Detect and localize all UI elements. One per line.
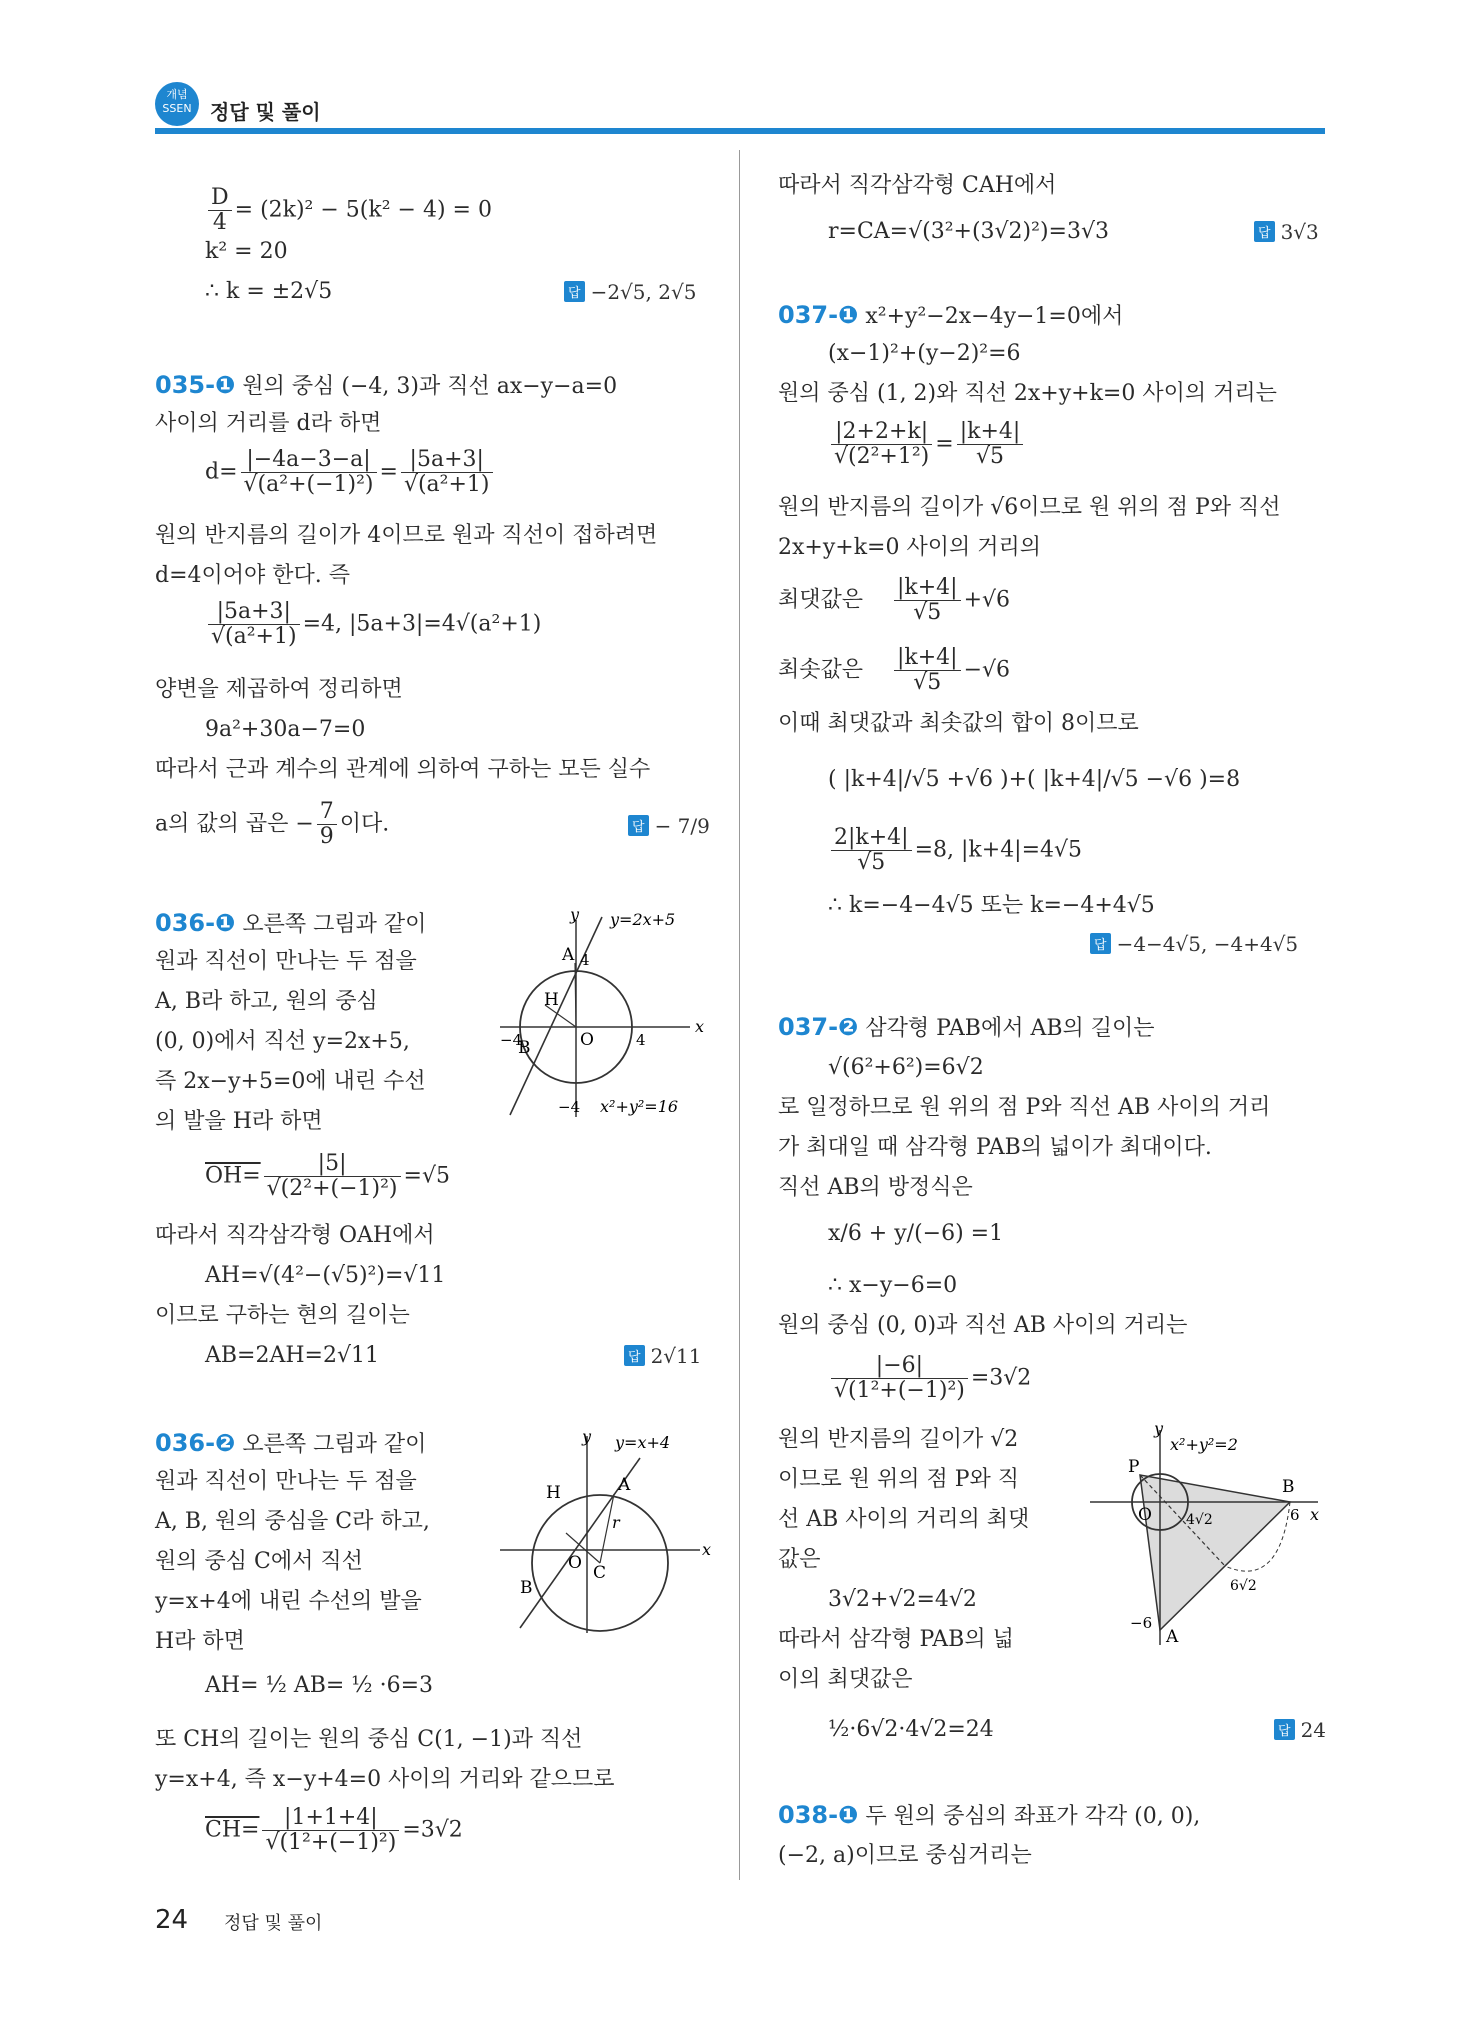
eq-distance: $\frac{|2+2+k|}{\text{√(2²+1²)}}$ = $\frac{|k+4|}{√5}$ (828, 420, 1026, 469)
fig3-point-P: P (1128, 1457, 1140, 1477)
text-line: 원과 직선이 만나는 두 점을 (155, 1469, 417, 1494)
denominator: √(1²+(−1)²) (834, 1378, 965, 1403)
header-title: 정답 및 풀이 (210, 100, 321, 124)
answer-badge: 답 (564, 281, 585, 302)
footer-label: 정답 및 풀이 (224, 1913, 323, 1934)
logo-top-text: 개념 (166, 88, 188, 101)
fig1-circle-label: x²+y²=16 (600, 1097, 679, 1116)
fig2-radius-label: r (612, 1513, 620, 1532)
fig3-point-O: O (1138, 1505, 1152, 1525)
fraction (957, 420, 1024, 469)
problem-number: 037-❷ (778, 1013, 859, 1041)
denominator: 4 (212, 210, 227, 235)
text-line: 직선 AB의 방정식은 (778, 1175, 973, 1200)
fig1-tick-4-right: 4 (636, 1031, 646, 1049)
text-line: 이의 최댓값은 (778, 1667, 913, 1692)
text-line: A, B라 하고, 원의 중심 (155, 989, 378, 1014)
problem-036-2-line1 (155, 1428, 426, 1460)
eq-quadratic: 9a²+30a−7=0 (205, 717, 366, 742)
fraction (262, 1806, 399, 1855)
fig2-point-A: A (618, 1475, 631, 1495)
fig3-point-A: A (1166, 1627, 1179, 1647)
answer-035 (628, 814, 710, 838)
answer-037-2 (1274, 1718, 1326, 1742)
numerator: |k+4| (894, 646, 961, 671)
numerator: 2|k+4| (831, 826, 912, 851)
eq-rhs: =3√2 (402, 1817, 463, 1843)
text-line: y=x+4, 즉 x−y+4=0 사이의 거리와 같으므로 (155, 1767, 615, 1792)
denominator: √(2²+(−1)²) (266, 1176, 398, 1201)
fig3-circle-label: x²+y²=2 (1170, 1435, 1238, 1454)
answer-034 (564, 280, 696, 304)
text-line: d=4이어야 한다. 즉 (155, 563, 351, 588)
fig1-point-A: A (562, 945, 575, 965)
denominator: √(1²+(−1)²) (265, 1830, 397, 1855)
problem-number: 035-❶ (155, 371, 236, 399)
eq-AH: AH=√(4²−(√5)²)=√11 (205, 1263, 446, 1288)
eq-line-AB: x/6 + y/(−6) =1 (828, 1221, 1004, 1246)
eq-rhs: +√6 (963, 587, 1011, 613)
eq-rhs: =√5 (403, 1163, 450, 1189)
problem-037-2-line1 (778, 1012, 1155, 1044)
eq-distance-d: d= $\frac{|-4a-3-a|}{\text{√(a²+(−1)²)}}$ = $\frac{|5a+3|}{\text{√(a²+1)}}$ (205, 448, 496, 497)
eq-k-values: ∴ k=−4−4√5 또는 k=−4+4√5 (828, 893, 1155, 918)
eq-area: ½·6√2·4√2=24 (828, 1717, 994, 1742)
answer-text: − 7/9 (654, 814, 710, 838)
eq-lhs: CH= (205, 1817, 260, 1843)
fig2-point-C: C (593, 1563, 607, 1583)
header-rule (155, 128, 1325, 134)
fraction (264, 1152, 401, 1201)
eq-abs (828, 826, 1082, 875)
text-line: 따라서 직각삼각형 CAH에서 (778, 173, 1057, 198)
denominator: √5 (857, 850, 886, 875)
answer-badge: 답 (624, 1345, 645, 1366)
text-line: 이므로 원 위의 점 P와 직 (778, 1467, 1020, 1492)
figure-036-2 (490, 1428, 720, 1638)
denominator: √(a²+(−1)²) (243, 472, 374, 497)
text-line: 원의 반지름의 길이가 √6이므로 원 위의 점 P와 직선 (778, 495, 1281, 520)
fig3-label-6r2: 6√2 (1230, 1578, 1257, 1594)
problem-036-1-line1 (155, 908, 426, 940)
fig1-tick-m4-left: −4 (500, 1031, 523, 1049)
eq-line-simplified: ∴ x−y−6=0 (828, 1273, 958, 1298)
fig1-line-label: y=2x+5 (610, 910, 676, 929)
fig2-x-label: x (702, 1540, 712, 1559)
text-line: 즉 2x−y+5=0에 내린 수선 (155, 1069, 426, 1094)
fraction (208, 600, 300, 649)
numerator: 7 (317, 800, 337, 825)
denominator: √5 (913, 670, 942, 695)
answer-text: 2√11 (650, 1344, 702, 1368)
eq-AB: AB=2AH=2√11 (205, 1343, 380, 1368)
text-line: 사이의 거리를 d라 하면 (155, 411, 382, 436)
eq-circle-form: (x−1)²+(y−2)²=6 (828, 341, 1021, 366)
problem-number: 038-❶ (778, 1801, 859, 1829)
fig2-point-H: H (546, 1483, 561, 1503)
answer-text: −4−4√5, −4+4√5 (1116, 932, 1299, 956)
fig3-tick-6: 6 (1290, 1506, 1300, 1524)
text-line: 원과 직선이 만나는 두 점을 (155, 949, 417, 974)
eq-discriminant (205, 186, 492, 235)
text: 삼각형 PAB에서 AB의 길이는 (865, 1016, 1155, 1041)
answer-text: −2√5, 2√5 (590, 280, 697, 304)
text-line: 의 발을 H라 하면 (155, 1109, 323, 1134)
text-line: 원의 중심 C에서 직선 (155, 1549, 363, 1574)
text-line: 또 CH의 길이는 원의 중심 C(1, −1)과 직선 (155, 1727, 583, 1752)
text: 두 원의 중심의 좌표가 각각 (0, 0), (865, 1804, 1201, 1829)
numerator: |2+2+k| (831, 420, 932, 445)
numerator: D (208, 186, 232, 211)
eq-lhs: OH= (205, 1163, 261, 1189)
text-line: y=x+4에 내린 수선의 발을 (155, 1589, 422, 1614)
text: 오른쪽 그림과 같이 (242, 1432, 427, 1457)
denominator: √(a²+1) (211, 624, 297, 649)
denominator: √5 (913, 600, 942, 625)
fig2-point-O: O (568, 1553, 582, 1573)
text-line: (0, 0)에서 직선 y=2x+5, (155, 1029, 410, 1054)
problem-035-line1 (155, 370, 617, 402)
fig1-tick-m4-bottom: −4 (558, 1098, 581, 1116)
fig1-point-B: B (518, 1038, 531, 1058)
text-product (155, 800, 389, 849)
figure-037-2 (1090, 1420, 1330, 1650)
text-line: 따라서 직각삼각형 OAH에서 (155, 1223, 435, 1248)
fig1-point-O: O (580, 1030, 594, 1050)
problem-number: 037-❶ (778, 301, 859, 329)
text-line: 원의 중심 (0, 0)과 직선 AB 사이의 거리는 (778, 1313, 1188, 1338)
fig3-tick-m6: −6 (1130, 1614, 1153, 1632)
fraction (401, 448, 493, 497)
text-line: (−2, a)이므로 중심거리는 (778, 1843, 1032, 1868)
fraction (241, 448, 377, 497)
text-line: 따라서 삼각형 PAB의 넓 (778, 1627, 1014, 1652)
fraction (894, 576, 961, 625)
eq-rhs: =8, |k+4|=4√5 (914, 837, 1083, 863)
eq-r: r=CA=√(3²+(3√2)²)=3√3 (828, 219, 1109, 244)
fraction (831, 826, 912, 875)
text-line: 원의 중심 (1, 2)와 직선 2x+y+k=0 사이의 거리는 (778, 381, 1277, 406)
fig2-line-label: y=x+4 (615, 1433, 671, 1452)
text-line: H라 하면 (155, 1629, 245, 1654)
fig2-point-B: B (520, 1578, 533, 1598)
fraction (894, 646, 961, 695)
numerator: |5| (264, 1152, 401, 1177)
eq-max-distance: 3√2+√2=4√2 (828, 1587, 977, 1612)
eq-text: =4, |5a+3|=4√(a²+1) (302, 611, 542, 637)
fig3-x-label: x (1310, 1505, 1320, 1524)
problem-037-1-line1 (778, 300, 1123, 332)
answer-text: 24 (1300, 1718, 1327, 1742)
numerator: |5a+3| (401, 448, 493, 473)
text-line: 2x+y+k=0 사이의 거리의 (778, 535, 1041, 560)
text-line: 이때 최댓값과 최솟값의 합이 8이므로 (778, 711, 1139, 736)
eq-tangent (205, 600, 541, 649)
figure-036-1 (490, 905, 720, 1120)
denominator: √(2²+1²) (834, 444, 930, 469)
logo-bottom-text: SSEN (162, 102, 192, 115)
text-line: 선 AB 사이의 거리의 최댓 (778, 1507, 1030, 1532)
fig1-x-label: x (695, 1017, 705, 1036)
answer-badge: 답 (1254, 221, 1275, 242)
answer-036-1 (624, 1344, 701, 1368)
fig3-y-label: y (1154, 1420, 1164, 1438)
text-line: 값은 (778, 1547, 821, 1572)
text: 이다. (339, 811, 390, 837)
fig3-point-B: B (1282, 1477, 1295, 1497)
eq-k-squared: k² = 20 (205, 239, 288, 264)
fig1-tick-4-top: 4 (580, 951, 590, 969)
eq-AH-half: AH= ½ AB= ½ ·6=3 (205, 1673, 434, 1698)
numerator: |5a+3| (208, 600, 300, 625)
eq-lhs: d= (205, 459, 238, 485)
text-line: 원의 반지름의 길이가 4이므로 원과 직선이 접하려면 (155, 523, 658, 548)
eq-rhs: −√6 (963, 657, 1011, 683)
fraction (831, 420, 932, 469)
page-number: 24 (155, 1905, 189, 1935)
fraction (208, 186, 232, 235)
numerator: |−4a−3−a| (241, 448, 377, 473)
denominator: 9 (319, 824, 334, 849)
fig3-label-4r2: 4√2 (1186, 1512, 1213, 1528)
eq-sum: ( |k+4|/√5 +√6 )+( |k+4|/√5 −√6 )=8 (828, 767, 1241, 792)
eq-CH (205, 1806, 463, 1855)
eq-min (778, 646, 1010, 695)
eq-rhs: =3√2 (970, 1365, 1032, 1391)
brand-logo (155, 82, 199, 126)
problem-number: 036-❷ (155, 1429, 236, 1457)
text-line: 원의 반지름의 길이가 √2 (778, 1427, 1019, 1452)
text-line: 양변을 제곱하여 정리하면 (155, 677, 403, 702)
problem-number: 036-❶ (155, 909, 236, 937)
text-line: A, B, 원의 중심을 C라 하고, (155, 1509, 430, 1534)
fig1-y-label: y (570, 905, 580, 924)
denominator: √(a²+1) (403, 472, 490, 497)
answer-badge: 답 (1274, 1719, 1295, 1740)
numerator: |−6| (831, 1354, 968, 1379)
answer-text: 3√3 (1280, 220, 1319, 244)
text-line: 가 최대일 때 삼각형 PAB의 넓이가 최대이다. (778, 1135, 1212, 1160)
numerator: |k+4| (894, 576, 961, 601)
eq-k-result: ∴ k = ±2√5 (205, 279, 333, 304)
fraction (317, 800, 337, 849)
column-divider (739, 150, 740, 1880)
numerator: |1+1+4| (262, 1806, 399, 1831)
label: 최댓값은 (778, 587, 864, 613)
eq-text: = (2k)² − 5(k² − 4) = 0 (234, 197, 492, 223)
text: x²+y²−2x−4y−1=0에서 (865, 304, 1124, 329)
fig1-point-H: H (544, 990, 559, 1010)
eq-max (778, 576, 1010, 625)
answer-036-2 (1254, 220, 1319, 244)
text-line: 로 일정하므로 원 위의 점 P와 직선 AB 사이의 거리 (778, 1095, 1271, 1120)
answer-badge: 답 (628, 815, 649, 836)
fig2-y-label: y (582, 1428, 592, 1446)
problem-038-1-line1 (778, 1800, 1200, 1832)
eq-AB-length: √(6²+6²)=6√2 (828, 1055, 984, 1080)
text: 오른쪽 그림과 같이 (242, 912, 427, 937)
eq-distance-origin (828, 1354, 1031, 1403)
answer-037-1 (1090, 932, 1298, 956)
text-line: 이므로 구하는 현의 길이는 (155, 1303, 410, 1328)
answer-badge: 답 (1090, 933, 1111, 954)
denominator: √5 (975, 444, 1004, 469)
eq-OH (205, 1152, 450, 1201)
fraction (831, 1354, 968, 1403)
label: 최솟값은 (778, 657, 864, 683)
text: 원의 중심 (−4, 3)과 직선 ax−y−a=0 (242, 374, 618, 399)
text-line: 따라서 근과 계수의 관계에 의하여 구하는 모든 실수 (155, 757, 651, 782)
numerator: |k+4| (957, 420, 1024, 445)
text: a의 값의 곱은 − (155, 811, 314, 837)
